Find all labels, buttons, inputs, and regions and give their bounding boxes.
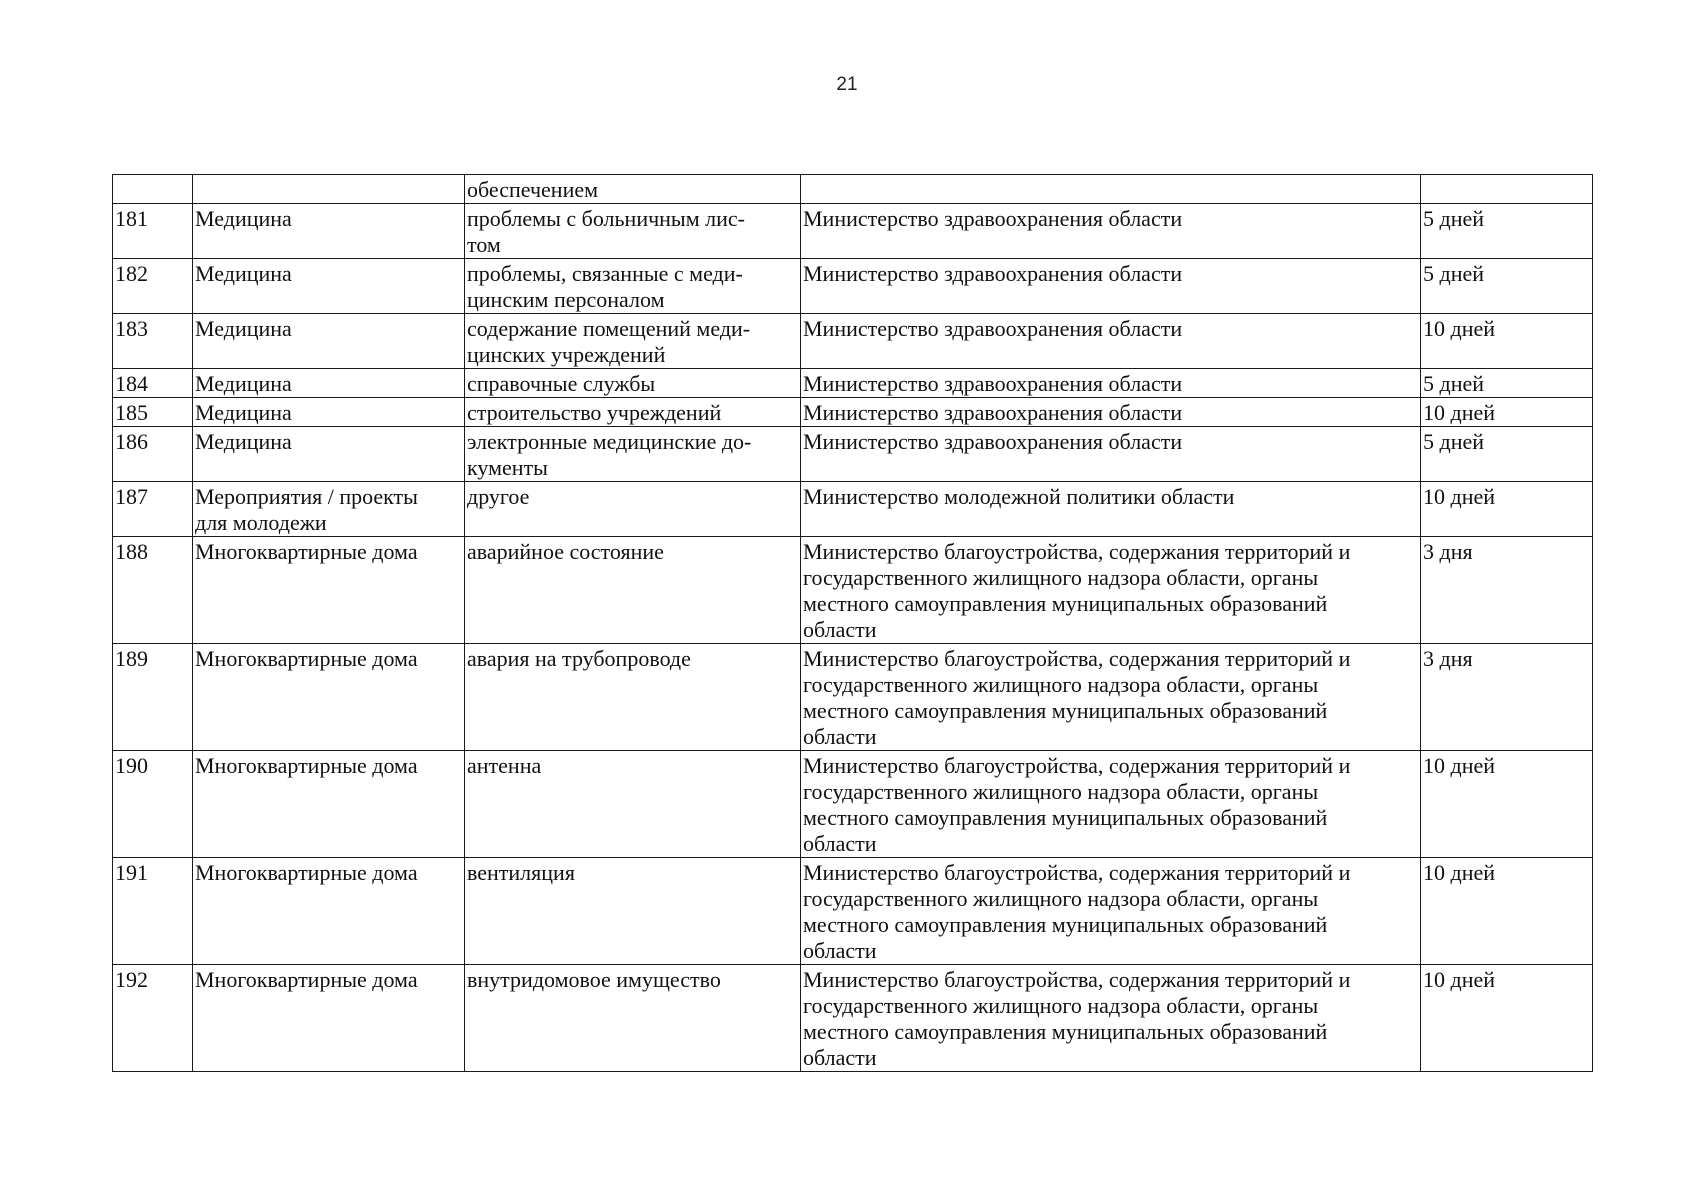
cell-subcategory: вентиляция [465,858,801,965]
cell-organization: Министерство здравоохранения области [801,369,1421,398]
cell-category [193,175,465,204]
table-body [113,175,1593,1072]
cell-term: 5 дней [1421,204,1593,259]
cell-term: 3 дня [1421,644,1593,751]
cell-term: 10 дней [1421,314,1593,369]
cell-num: 189 [113,644,193,751]
cell-num: 190 [113,751,193,858]
cell-subcategory: антенна [465,751,801,858]
cell-organization: Министерство благоустройства, содержания территорий и государственного жилищного надзора области, органы местного самоуправления муниципальных образований области [801,751,1421,858]
cell-term: 5 дней [1421,427,1593,482]
cell-term [1421,175,1593,204]
cell-subcategory: аварийное состояние [465,537,801,644]
cell-num [113,175,193,204]
cell-term: 10 дней [1421,398,1593,427]
cell-category: Многоквартирные дома [193,965,465,1072]
cell-term: 5 дней [1421,259,1593,314]
cell-subcategory: обеспечением [465,175,801,204]
cell-num: 183 [113,314,193,369]
cell-term: 10 дней [1421,858,1593,965]
cell-num: 191 [113,858,193,965]
cell-category: Многоквартирные дома [193,644,465,751]
cell-organization: Министерство благоустройства, содержания территорий и государственного жилищного надзора области, органы местного самоуправления муниципальных образований области [801,858,1421,965]
cell-category: Многоквартирные дома [193,751,465,858]
cell-organization: Министерство здравоохранения области [801,259,1421,314]
table-row [113,644,1593,751]
cell-category: Медицина [193,398,465,427]
cell-num: 181 [113,204,193,259]
cell-num: 182 [113,259,193,314]
cell-subcategory: содержание помещений меди- цинских учреждений [465,314,801,369]
table-row [113,537,1593,644]
page-number: 21 [836,74,858,95]
table-row [113,204,1593,259]
cell-category: Медицина [193,204,465,259]
cell-num: 186 [113,427,193,482]
cell-organization: Министерство молодежной политики области [801,482,1421,537]
cell-organization: Министерство благоустройства, содержания территорий и государственного жилищного надзора области, органы местного самоуправления муниципальных образований области [801,965,1421,1072]
table-row [113,482,1593,537]
cell-subcategory: проблемы, связанные с меди- цинским персоналом [465,259,801,314]
cell-num: 185 [113,398,193,427]
cell-num: 188 [113,537,193,644]
cell-organization: Министерство здравоохранения области [801,427,1421,482]
cell-organization: Министерство благоустройства, содержания территорий и государственного жилищного надзора области, органы местного самоуправления муниципальных образований области [801,644,1421,751]
cell-term: 10 дней [1421,965,1593,1072]
cell-subcategory: справочные службы [465,369,801,398]
cell-subcategory: электронные медицинские до- кументы [465,427,801,482]
table-row [113,858,1593,965]
cell-subcategory: другое [465,482,801,537]
cell-category: Медицина [193,427,465,482]
cell-category: Мероприятия / проекты для молодежи [193,482,465,537]
cell-term: 3 дня [1421,537,1593,644]
cell-category: Медицина [193,314,465,369]
cell-category: Медицина [193,259,465,314]
cell-term: 5 дней [1421,369,1593,398]
cell-term: 10 дней [1421,751,1593,858]
cell-organization [801,175,1421,204]
cell-term: 10 дней [1421,482,1593,537]
table-row [113,369,1593,398]
table-row [113,427,1593,482]
appeals-table [112,174,1593,1072]
table-row [113,751,1593,858]
cell-subcategory: внутридомовое имущество [465,965,801,1072]
cell-subcategory: проблемы с больничным лис- том [465,204,801,259]
cell-category: Многоквартирные дома [193,537,465,644]
cell-organization: Министерство благоустройства, содержания территорий и государственного жилищного надзора области, органы местного самоуправления муниципальных образований области [801,537,1421,644]
cell-subcategory: авария на трубопроводе [465,644,801,751]
continuation-row [113,175,1593,204]
cell-category: Многоквартирные дома [193,858,465,965]
table-row [113,965,1593,1072]
table-row [113,259,1593,314]
cell-num: 192 [113,965,193,1072]
cell-num: 184 [113,369,193,398]
cell-organization: Министерство здравоохранения области [801,314,1421,369]
cell-organization: Министерство здравоохранения области [801,204,1421,259]
cell-category: Медицина [193,369,465,398]
table-row [113,314,1593,369]
cell-num: 187 [113,482,193,537]
table-row [113,398,1593,427]
cell-organization: Министерство здравоохранения области [801,398,1421,427]
cell-subcategory: строительство учреждений [465,398,801,427]
